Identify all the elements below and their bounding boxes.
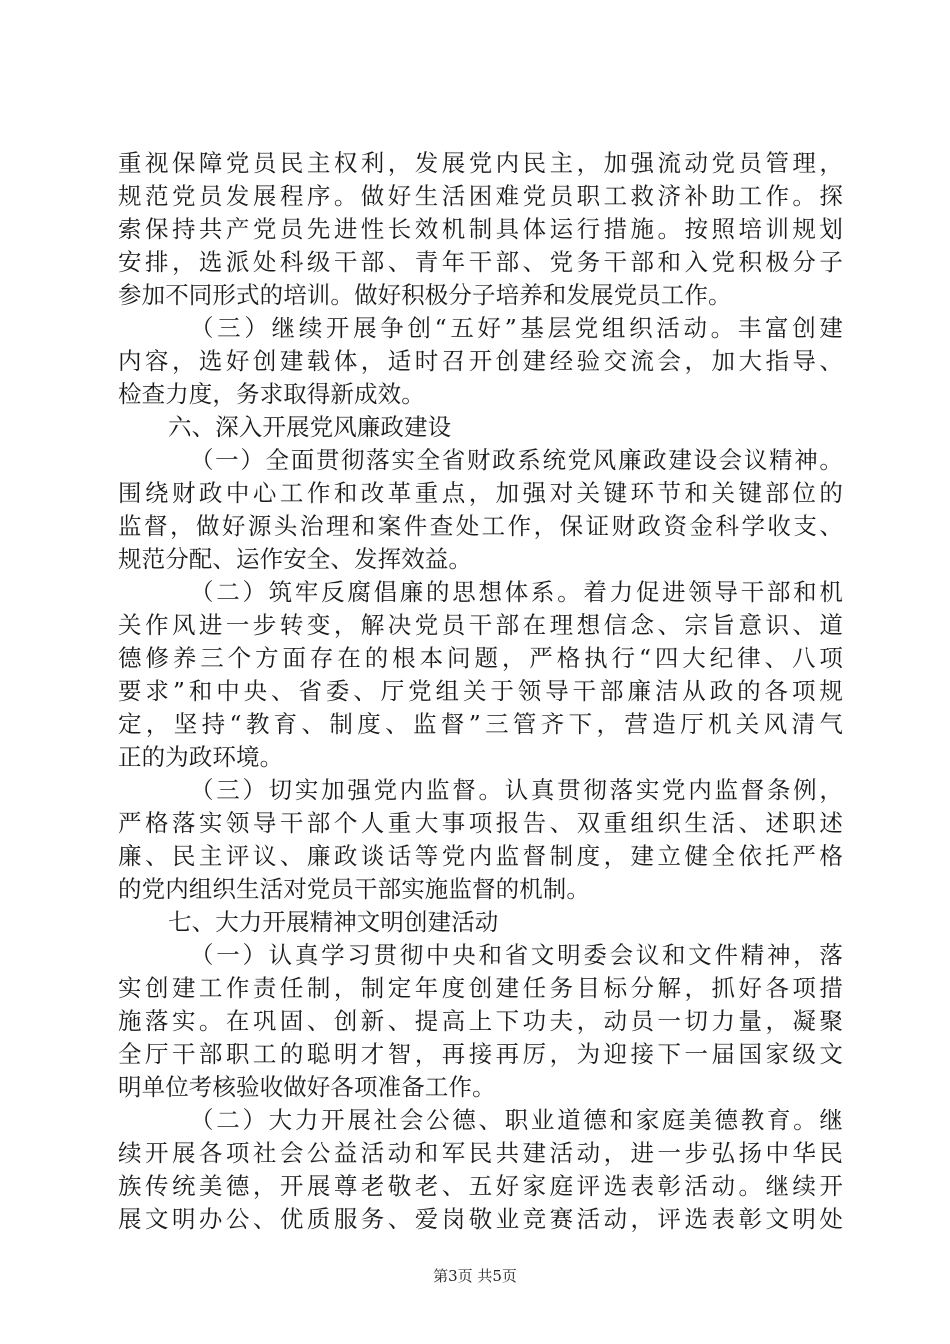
text-line: （一）认真学习贯彻中央和省文明委会议和文件精神，落 <box>190 941 843 969</box>
text-line: 安排，选派处科级干部、青年干部、党务干部和入党积极分子 <box>118 248 843 276</box>
section-heading: 六、深入开展党风廉政建设 <box>168 413 452 441</box>
document-body <box>118 147 843 1236</box>
text-line: 全厅干部职工的聪明才智，再接再厉，为迎接下一届国家级文 <box>118 1040 843 1068</box>
text-line: 展文明办公、优质服务、爱岗敬业竞赛活动，评选表彰文明处 <box>118 1205 843 1233</box>
text-line: （一）全面贯彻落实全省财政系统党风廉政建设会议精神。 <box>190 446 843 474</box>
text-line: （三）切实加强党内监督。认真贯彻落实党内监督条例， <box>190 776 843 804</box>
text-line: 族传统美德，开展尊老敬老、五好家庭评选表彰活动。继续开 <box>118 1172 843 1200</box>
text-line: 规范党员发展程序。做好生活困难党员职工救济补助工作。探 <box>118 182 843 210</box>
text-line: 明单位考核验收做好各项准备工作。 <box>118 1073 496 1101</box>
text-line: 参加不同形式的培训。做好积极分子培养和发展党员工作。 <box>118 281 732 309</box>
text-line: 规范分配、运作安全、发挥效益。 <box>118 545 472 573</box>
text-line: 监督，做好源头治理和案件查处工作，保证财政资金科学收支、 <box>118 512 843 540</box>
text-line: （三）继续开展争创“五好”基层党组织活动。丰富创建 <box>190 314 843 342</box>
text-line: 实创建工作责任制，制定年度创建任务目标分解，抓好各项措 <box>118 974 843 1002</box>
text-line: 索保持共产党员先进性长效机制具体运行措施。按照培训规划 <box>118 215 843 243</box>
page-number-footer: 第3页 共5页 <box>433 1267 517 1285</box>
text-line: 的党内组织生活对党员干部实施监督的机制。 <box>118 875 590 903</box>
text-line: 严格落实领导干部个人重大事项报告、双重组织生活、述职述 <box>118 809 843 837</box>
text-line: 检查力度，务求取得新成效。 <box>118 380 425 408</box>
text-line: 关作风进一步转变，解决党员干部在理想信念、宗旨意识、道 <box>118 611 843 639</box>
text-line: 廉、民主评议、廉政谈话等党内监督制度，建立健全依托严格 <box>118 842 843 870</box>
text-line: 要求”和中央、省委、厅党组关于领导干部廉洁从政的各项规 <box>118 677 843 705</box>
text-line: 施落实。在巩固、创新、提高上下功夫，动员一切力量，凝聚 <box>118 1007 843 1035</box>
text-line: 定，坚持“教育、制度、监督”三管齐下，营造厅机关风清气 <box>118 710 843 738</box>
text-line: （二）筑牢反腐倡廉的思想体系。着力促进领导干部和机 <box>190 578 843 606</box>
text-line: 续开展各项社会公益活动和军民共建活动，进一步弘扬中华民 <box>118 1139 843 1167</box>
text-line: 围绕财政中心工作和改革重点，加强对关键环节和关键部位的 <box>118 479 843 507</box>
text-line: 正的为政环境。 <box>118 743 284 771</box>
text-line: 内容，选好创建载体，适时召开创建经验交流会，加大指导、 <box>118 347 843 375</box>
text-line: （二）大力开展社会公德、职业道德和家庭美德教育。继 <box>190 1106 843 1134</box>
text-line: 重视保障党员民主权利，发展党内民主，加强流动党员管理， <box>118 149 843 177</box>
section-heading: 七、大力开展精神文明创建活动 <box>168 908 499 936</box>
text-line: 德修养三个方面存在的根本问题，严格执行“四大纪律、八项 <box>118 644 843 672</box>
